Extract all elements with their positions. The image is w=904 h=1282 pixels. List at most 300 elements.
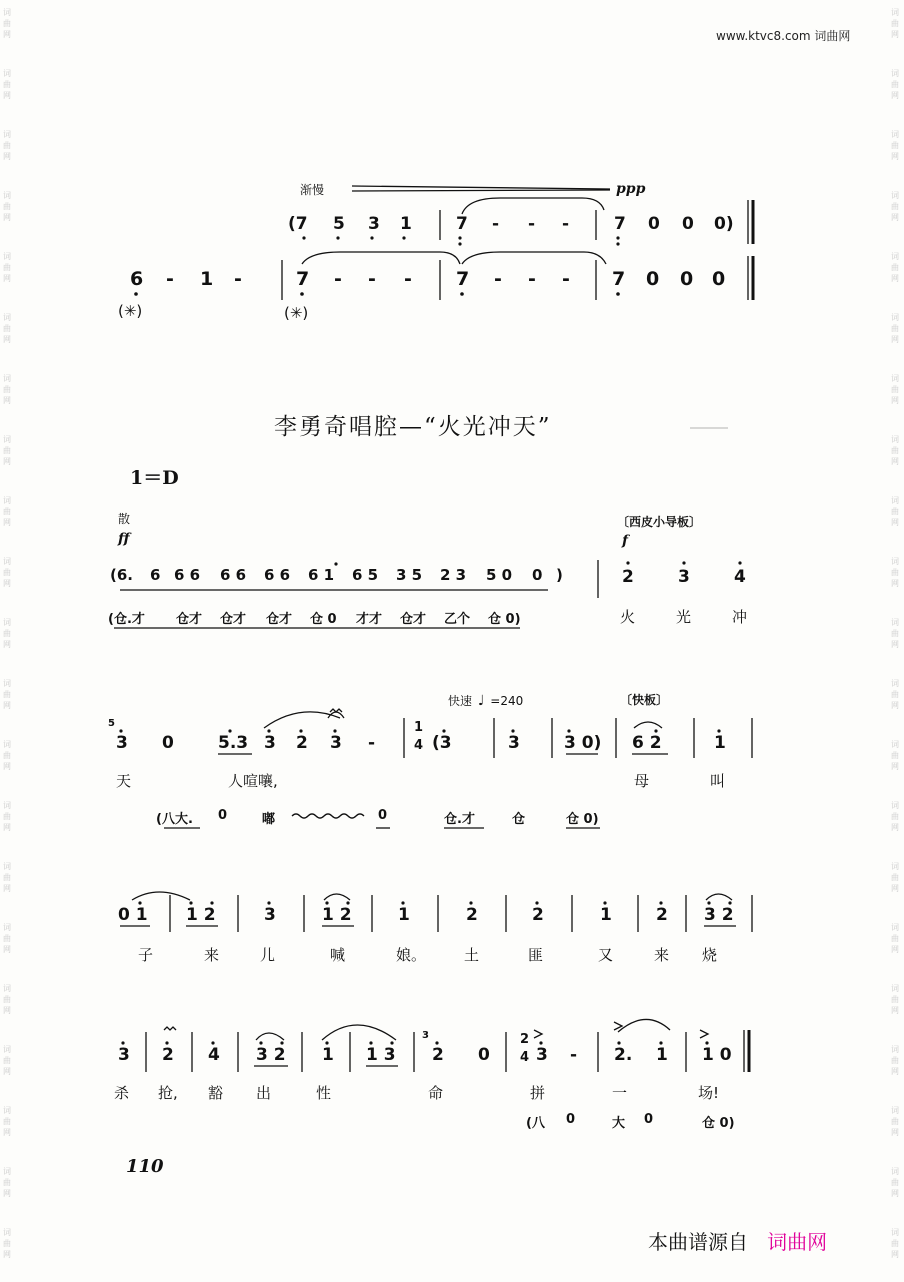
perc: (八 — [526, 1116, 545, 1131]
octave-dot — [682, 561, 685, 564]
note: 4 — [208, 1045, 220, 1065]
watermark-glyph: 曲 — [3, 141, 11, 150]
watermark-glyph: 网 — [3, 884, 11, 893]
octave-dot — [165, 1041, 168, 1044]
accent-mark — [614, 1022, 622, 1030]
note: 0 1 — [118, 905, 148, 925]
watermark-glyph: 曲 — [891, 446, 899, 455]
note: - — [562, 214, 570, 234]
note: 1 2 — [186, 905, 216, 925]
note: 3 2 — [704, 905, 734, 925]
octave-dot — [535, 901, 538, 904]
watermark-glyph: 网 — [3, 152, 11, 161]
trill-mark — [164, 1027, 176, 1030]
s2-vocal-note: 3 — [678, 567, 690, 587]
note: ) — [556, 566, 563, 584]
watermark-glyph: 网 — [3, 274, 11, 283]
note: 3 0) — [564, 733, 602, 753]
octave-dot — [302, 236, 305, 239]
note: 2 — [296, 733, 308, 753]
watermark-glyph: 词 — [891, 557, 899, 566]
watermark-glyph: 词 — [3, 618, 11, 627]
watermark-glyph: 曲 — [891, 385, 899, 394]
octave-dot — [211, 1041, 214, 1044]
octave-dot — [616, 236, 619, 239]
perc: 仓 0) — [566, 812, 599, 827]
watermark-glyph: 词 — [891, 130, 899, 139]
watermark-glyph: 网 — [3, 945, 11, 954]
note: 3 — [368, 214, 380, 234]
octave-dot — [707, 901, 710, 904]
watermark-glyph: 网 — [3, 335, 11, 344]
watermark-glyph: 词 — [3, 1106, 11, 1115]
watermark-glyph: 曲 — [891, 1117, 899, 1126]
watermark-glyph: 网 — [891, 396, 899, 405]
s3-lyric: 天 — [116, 772, 132, 790]
note: 0 — [682, 214, 694, 234]
watermark-glyph: 曲 — [3, 690, 11, 699]
watermark-glyph: 词 — [3, 8, 11, 17]
s3-lyric: 母 — [634, 772, 650, 790]
watermark-glyph: 词 — [3, 923, 11, 932]
s3-lyric: 人喧嚷, — [228, 772, 278, 790]
watermark-glyph: 网 — [891, 762, 899, 771]
site-url[interactable]: www.ktvc8.com — [716, 29, 811, 43]
note: 6 6 — [220, 566, 247, 584]
octave-dot — [442, 729, 445, 732]
watermark-glyph: 词 — [3, 374, 11, 383]
note: 5 — [333, 214, 345, 234]
note: 3 — [116, 733, 128, 753]
watermark-glyph: 网 — [891, 884, 899, 893]
page-title: 李勇奇唱腔—“火光冲天” — [274, 414, 552, 440]
s3-bracket-label: 〔快板〕 — [620, 693, 669, 707]
octave-dot — [728, 901, 731, 904]
note: (7 — [288, 214, 308, 234]
note: 2 — [432, 1045, 444, 1065]
note: 3 — [536, 1045, 548, 1065]
watermark-glyph: 词 — [891, 1106, 899, 1115]
watermark-glyph: 曲 — [3, 19, 11, 28]
octave-dot — [654, 729, 657, 732]
watermark-glyph: 词 — [891, 1045, 899, 1054]
note: 3 — [264, 733, 276, 753]
perc: 仓才 — [176, 612, 203, 627]
note: - — [494, 268, 502, 290]
octave-dot — [300, 292, 304, 296]
perc: 仓 0) — [702, 1116, 735, 1131]
octave-dot — [346, 901, 349, 904]
s2-vocal-note: 2 — [622, 567, 634, 587]
octave-dot — [333, 729, 336, 732]
note: 3 — [330, 733, 342, 753]
octave-dot — [401, 901, 404, 904]
s5-time-sig-bottom: 4 — [520, 1050, 530, 1065]
watermark-glyph: 网 — [891, 213, 899, 222]
octave-dot — [267, 729, 270, 732]
watermark-glyph: 网 — [891, 1250, 899, 1259]
watermark-glyph: 词 — [3, 252, 11, 261]
watermark-glyph: 曲 — [891, 19, 899, 28]
perc: 仓才 — [400, 612, 427, 627]
note: 1 — [656, 1045, 668, 1065]
watermark-glyph: 网 — [891, 91, 899, 100]
watermark-glyph: 曲 — [891, 812, 899, 821]
octave-dot — [334, 562, 337, 565]
watermark-glyph: 曲 — [3, 568, 11, 577]
tempo-value: =240 — [490, 694, 524, 708]
accent-mark — [700, 1030, 708, 1038]
watermark-glyph: 网 — [3, 823, 11, 832]
octave-dot — [402, 236, 405, 239]
octave-dot — [458, 242, 461, 245]
octave-dot — [616, 292, 620, 296]
watermark-glyph: 词 — [891, 496, 899, 505]
octave-dot — [138, 901, 141, 904]
watermark-glyph: 网 — [891, 945, 899, 954]
perc: (八大. — [156, 812, 193, 827]
watermark-glyph: 曲 — [3, 324, 11, 333]
slur — [706, 894, 732, 900]
note: 6 5 — [352, 566, 379, 584]
slur — [322, 1025, 396, 1040]
note: 3 2 — [256, 1045, 286, 1065]
watermark-glyph: 网 — [891, 823, 899, 832]
watermark-glyph: 曲 — [3, 202, 11, 211]
note: 7 — [612, 268, 626, 290]
watermark-glyph: 词 — [891, 984, 899, 993]
note: 7 — [296, 268, 310, 290]
note: 7 — [614, 214, 626, 234]
watermark-glyph: 网 — [3, 1006, 11, 1015]
note: 2 — [656, 905, 668, 925]
octave-dot — [738, 561, 741, 564]
watermark-glyph: 曲 — [3, 1056, 11, 1065]
watermark-glyph: 网 — [3, 1067, 11, 1076]
accent-mark — [534, 1030, 542, 1038]
watermark-glyph: 曲 — [3, 1117, 11, 1126]
watermark-glyph: 词 — [3, 1167, 11, 1176]
watermark-glyph: 词 — [891, 923, 899, 932]
octave-dot — [299, 729, 302, 732]
perc: 仓.才 — [444, 812, 475, 827]
watermark-glyph: 网 — [891, 457, 899, 466]
watermark-glyph: 网 — [891, 1128, 899, 1137]
slur — [324, 894, 350, 900]
note: 0 — [646, 268, 660, 290]
s2-lyric: 光 — [676, 608, 692, 626]
lyric: 子 — [138, 946, 154, 964]
octave-dot — [603, 901, 606, 904]
watermark-glyph: 网 — [3, 762, 11, 771]
octave-dot — [390, 1041, 393, 1044]
diminuendo-line — [352, 186, 610, 189]
quarter-note-icon: ♩ — [477, 693, 485, 709]
slur — [634, 722, 662, 728]
note: 0 — [680, 268, 694, 290]
octave-dot — [228, 729, 231, 732]
note: 3 — [264, 905, 276, 925]
perc: 仓才 — [266, 612, 293, 627]
watermark-glyph: 网 — [891, 1067, 899, 1076]
watermark-glyph: 曲 — [891, 80, 899, 89]
watermark-glyph: 词 — [3, 740, 11, 749]
watermark-glyph: 词 — [891, 69, 899, 78]
lyric: 来 — [204, 946, 220, 964]
s2-lyric: 火 — [620, 608, 636, 626]
watermark-glyph: 词 — [3, 435, 11, 444]
lyric: 又 — [598, 946, 614, 964]
note: 1 — [200, 268, 214, 290]
perc: 0 — [218, 808, 228, 823]
note: 7 — [456, 268, 470, 290]
s1-dynamic: ppp — [616, 181, 646, 197]
s1-tempo-mark: 渐慢 — [300, 183, 325, 197]
watermark-glyph: 网 — [3, 1189, 11, 1198]
note: 6 — [130, 268, 144, 290]
note: - — [492, 214, 500, 234]
octave-dot — [717, 729, 720, 732]
source-brand-link[interactable]: 词曲网 — [767, 1230, 828, 1254]
note: - — [334, 268, 342, 290]
slur — [132, 892, 190, 900]
note: 0 — [162, 733, 174, 753]
octave-dot — [458, 236, 461, 239]
s1-mark-2: (✳) — [284, 304, 309, 322]
slur — [618, 1019, 670, 1032]
octave-dot — [370, 236, 373, 239]
watermark-glyph: 词 — [3, 313, 11, 322]
watermark-glyph: 词 — [3, 679, 11, 688]
watermark-glyph: 网 — [3, 30, 11, 39]
watermark-glyph: 词 — [891, 8, 899, 17]
watermark-glyph: 词 — [891, 1228, 899, 1237]
lyric: 性 — [316, 1084, 332, 1102]
note: - — [234, 268, 242, 290]
slur — [256, 1033, 284, 1040]
watermark-glyph: 词 — [3, 862, 11, 871]
watermark-glyph: 词 — [891, 618, 899, 627]
octave-dot — [325, 1041, 328, 1044]
s2-bracket-label: 〔西皮小导板〕 — [617, 515, 702, 529]
tempo-text: 快速 — [448, 694, 473, 708]
watermark-glyph: 曲 — [891, 995, 899, 1004]
watermark-glyph: 曲 — [891, 568, 899, 577]
perc: 0 — [644, 1112, 654, 1127]
note: - — [528, 214, 536, 234]
watermark-glyph: 词 — [3, 130, 11, 139]
watermark-glyph: 曲 — [3, 934, 11, 943]
watermark-glyph: 曲 — [3, 873, 11, 882]
lyric: 来 — [654, 946, 670, 964]
perc: (仓.才 — [108, 612, 145, 627]
s3-time-sig-top: 1 — [414, 720, 424, 735]
perc: 0 — [566, 1112, 576, 1127]
lyric: 土 — [464, 946, 480, 964]
note: 1 3 — [366, 1045, 396, 1065]
lyric: 出 — [256, 1084, 272, 1102]
watermark-glyph: 曲 — [3, 80, 11, 89]
watermark-glyph: 曲 — [3, 385, 11, 394]
watermark-glyph: 曲 — [891, 629, 899, 638]
watermark-glyph: 曲 — [891, 263, 899, 272]
watermark-glyph: 词 — [891, 679, 899, 688]
watermark-glyph: 网 — [3, 518, 11, 527]
note: 2 — [162, 1045, 174, 1065]
watermark-glyph: 网 — [891, 579, 899, 588]
watermark-glyph: 曲 — [891, 1056, 899, 1065]
octave-dot — [626, 561, 629, 564]
octave-dot — [210, 901, 213, 904]
watermark-glyph: 词 — [891, 801, 899, 810]
note: 7 — [456, 214, 468, 234]
note: 1 — [600, 905, 612, 925]
watermark-glyph: 词 — [891, 191, 899, 200]
watermark-glyph: 网 — [891, 30, 899, 39]
watermark-glyph: 词 — [3, 801, 11, 810]
site-name[interactable]: 词曲网 — [814, 29, 851, 43]
s2-dynamic-ff: ff — [118, 531, 130, 547]
s2-dynamic-f: f — [622, 533, 629, 549]
watermark-glyph: 曲 — [891, 751, 899, 760]
octave-dot — [369, 1041, 372, 1044]
watermark-glyph: 词 — [891, 435, 899, 444]
watermark-glyph: 词 — [3, 557, 11, 566]
octave-dot — [325, 901, 328, 904]
watermark-glyph: 网 — [891, 335, 899, 344]
watermark-glyph: 词 — [891, 374, 899, 383]
note: 0 — [532, 566, 543, 584]
watermark-glyph: 曲 — [3, 263, 11, 272]
lyric: 匪 — [528, 946, 544, 964]
watermark-glyph: 网 — [891, 152, 899, 161]
perc: 仓 0 — [310, 612, 337, 627]
watermark-glyph: 词 — [3, 69, 11, 78]
s2-lyric: 冲 — [732, 608, 748, 626]
note: 1 2 — [322, 905, 352, 925]
note: 3 — [118, 1045, 130, 1065]
watermark-glyph: 曲 — [891, 1178, 899, 1187]
slur — [462, 252, 606, 264]
octave-dot — [460, 292, 464, 296]
watermark-glyph: 网 — [891, 640, 899, 649]
note: 6 1 — [308, 566, 335, 584]
watermark-glyph: 曲 — [891, 1239, 899, 1248]
octave-dot — [539, 1041, 542, 1044]
watermark-glyph: 网 — [891, 274, 899, 283]
note: 6 2 — [632, 733, 662, 753]
note: 5 0 — [486, 566, 513, 584]
watermark-glyph: 词 — [891, 862, 899, 871]
lyric: 烧 — [702, 946, 718, 964]
note: 0 — [478, 1045, 490, 1065]
lyric: 命 — [428, 1084, 444, 1102]
octave-dot — [567, 729, 570, 732]
octave-dot — [469, 901, 472, 904]
octave-dot — [336, 236, 339, 239]
perc: 0 — [378, 808, 388, 823]
watermark-glyph: 曲 — [3, 812, 11, 821]
octave-dot — [616, 242, 619, 245]
watermark-glyph: 曲 — [3, 507, 11, 516]
watermark-glyph: 曲 — [891, 324, 899, 333]
note: - — [562, 268, 570, 290]
watermark-glyph: 曲 — [891, 202, 899, 211]
watermark-glyph: 曲 — [891, 934, 899, 943]
watermark-glyph: 词 — [891, 313, 899, 322]
watermark-glyph: 词 — [3, 496, 11, 505]
s3-time-sig-bottom: 4 — [414, 738, 424, 753]
note: 0 — [712, 268, 726, 290]
note: 2. — [614, 1045, 633, 1065]
watermark-glyph: 词 — [3, 1045, 11, 1054]
slur — [302, 252, 460, 264]
octave-dot — [617, 1041, 620, 1044]
note: 3 — [508, 733, 520, 753]
key-signature: 1＝D — [130, 467, 179, 489]
s3-grace-note: 5 — [108, 718, 115, 729]
watermark-glyph: 词 — [3, 1228, 11, 1237]
watermark-glyph: 词 — [891, 1167, 899, 1176]
s2-tempo-mark: 散 — [118, 512, 131, 526]
watermark-glyph: 网 — [3, 396, 11, 405]
note: 2 3 — [440, 566, 467, 584]
watermark-glyph: 曲 — [3, 751, 11, 760]
note: 6 6 — [264, 566, 291, 584]
watermark-glyph: 曲 — [3, 446, 11, 455]
lyric: 一 — [612, 1084, 628, 1102]
perc: 仓 — [512, 812, 526, 827]
watermark-glyph: 网 — [891, 1006, 899, 1015]
octave-dot — [705, 1041, 708, 1044]
note: - — [404, 268, 412, 290]
perc: 仓 0) — [488, 612, 521, 627]
tremolo-wave — [292, 814, 364, 818]
note: 1 0 — [702, 1045, 732, 1065]
lyric: 拼 — [530, 1084, 546, 1102]
note: 6 6 — [174, 566, 201, 584]
lyric: 抢, — [158, 1084, 178, 1102]
watermark-glyph: 曲 — [891, 141, 899, 150]
watermark-glyph: 网 — [891, 518, 899, 527]
perc: 嘟 — [262, 812, 276, 827]
diminuendo-line — [352, 190, 610, 191]
lyric: 儿 — [260, 946, 276, 964]
s1-mark-1: (✳) — [118, 302, 143, 320]
page-number: 110 — [126, 1156, 164, 1177]
watermark-glyph: 网 — [3, 640, 11, 649]
watermark-glyph: 网 — [3, 1250, 11, 1259]
trill-mark — [330, 709, 342, 712]
note: - — [368, 733, 376, 753]
octave-dot — [259, 1041, 262, 1044]
perc: 大 — [612, 1116, 626, 1131]
perc: 乙个 — [444, 612, 471, 627]
watermark-glyph: 词 — [891, 252, 899, 261]
watermark-glyph: 曲 — [891, 690, 899, 699]
note: - — [570, 1045, 578, 1065]
octave-dot — [267, 901, 270, 904]
lyric: 豁 — [208, 1084, 224, 1102]
watermark-glyph: 网 — [3, 91, 11, 100]
note: 0 — [648, 214, 660, 234]
watermark-glyph: 曲 — [891, 507, 899, 516]
lyric: 娘。 — [396, 946, 427, 964]
lyric: 杀 — [114, 1084, 130, 1102]
octave-dot — [659, 901, 662, 904]
perc: 才才 — [356, 612, 383, 627]
octave-dot — [189, 901, 192, 904]
